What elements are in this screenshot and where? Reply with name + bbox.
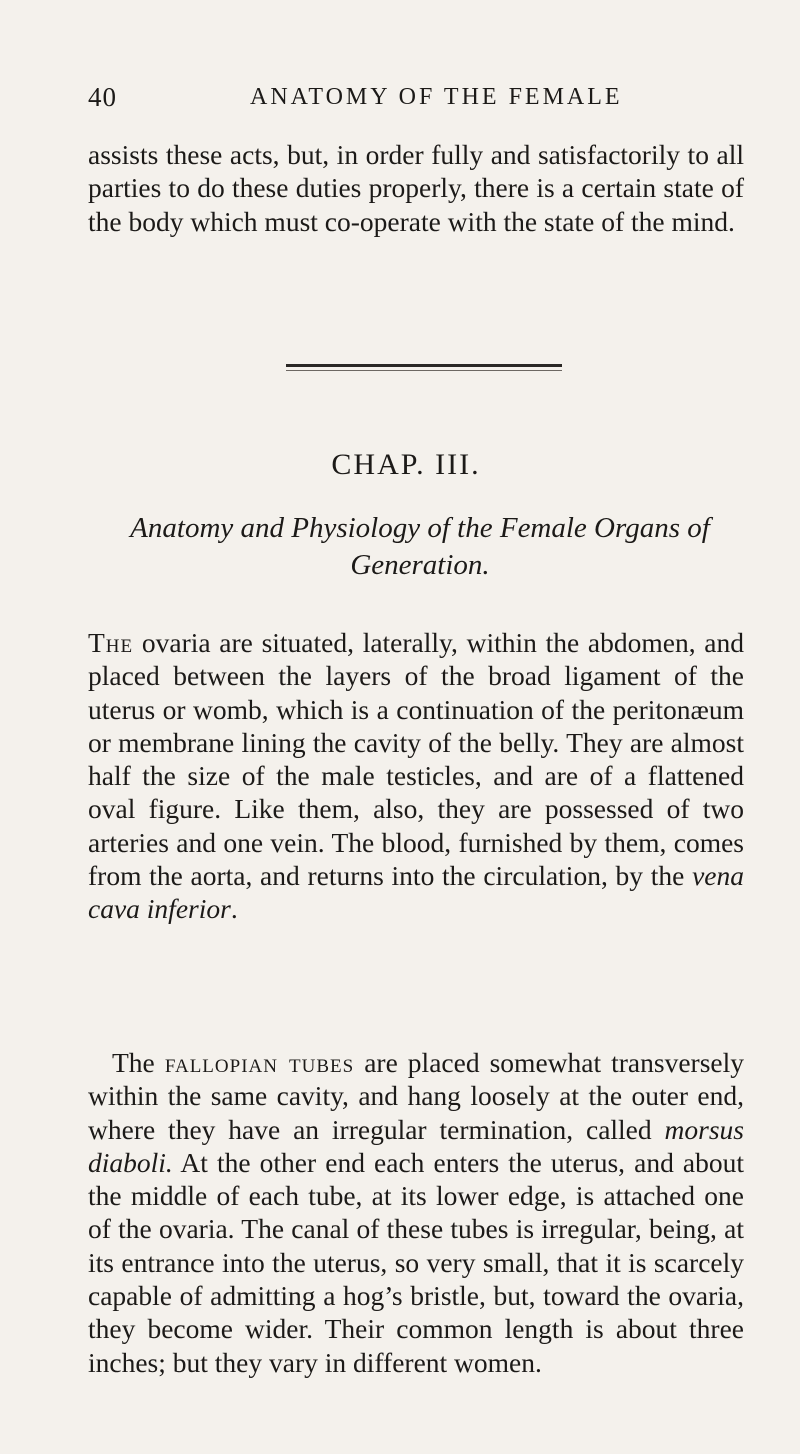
chapter-heading: CHAP. III. [331, 448, 481, 481]
chapter-divider-rule [286, 364, 562, 367]
running-head: ANATOMY OF THE FEMALE [250, 84, 623, 110]
paragraph-text: . [230, 893, 238, 925]
paragraph-fallopian [88, 1046, 744, 1379]
paragraph-lead-word: The [88, 627, 134, 658]
paragraph-italic-term: morsus diaboli. [88, 1113, 744, 1178]
paragraph-italic-term: vena cava inferior [88, 860, 744, 925]
chapter-divider-rule-thin [286, 370, 562, 371]
paragraph-smallcaps-term: fallopian tubes [164, 1047, 355, 1078]
paragraph-text: At the other end each enters the uterus, and about the middle of each tube, at its lower edge, is attached one of the ovaria. The canal of these tubes is irregular, being, at its entrance into the uterus, so very small, that it is scarcely capable of admitting a hog’s bristle, but, toward the ovaria, they become wider. Their common length is about three inches; but they vary in different women. [88, 1146, 744, 1378]
paragraph-text: are placed somewhat transversely within the same cavity, and hang loosely at the outer end, where they have an irregular termination, called [88, 1047, 745, 1145]
page-header [88, 82, 740, 122]
paragraph-lead-word: The [112, 1047, 155, 1078]
page-number: 40 [88, 82, 117, 112]
chapter-subtitle: Anatomy and Physiology of the Female Organs of Generation. [130, 512, 710, 581]
opening-paragraph [88, 138, 744, 238]
opening-paragraph-text: assists these acts, but, in order fully and satisfactorily to all parties to do these duties properly, there is a certain state of the body which must co-operate with the state of the mind. [88, 139, 744, 237]
paragraph-ovaria [88, 626, 744, 926]
paragraph-text: ovaria are situated, laterally, within the abdomen, and placed between the layers of the broad ligament of the uterus or womb, which is a continuation of the peritonæum or membrane lining the cavity of the belly. They are almost half the size of the male testicles, and are of a flattened oval figure. Like them, also, they are possessed of two arteries and one vein. The blood, furnished by them, comes from the aorta, and returns into the circulation, by the [88, 627, 744, 892]
